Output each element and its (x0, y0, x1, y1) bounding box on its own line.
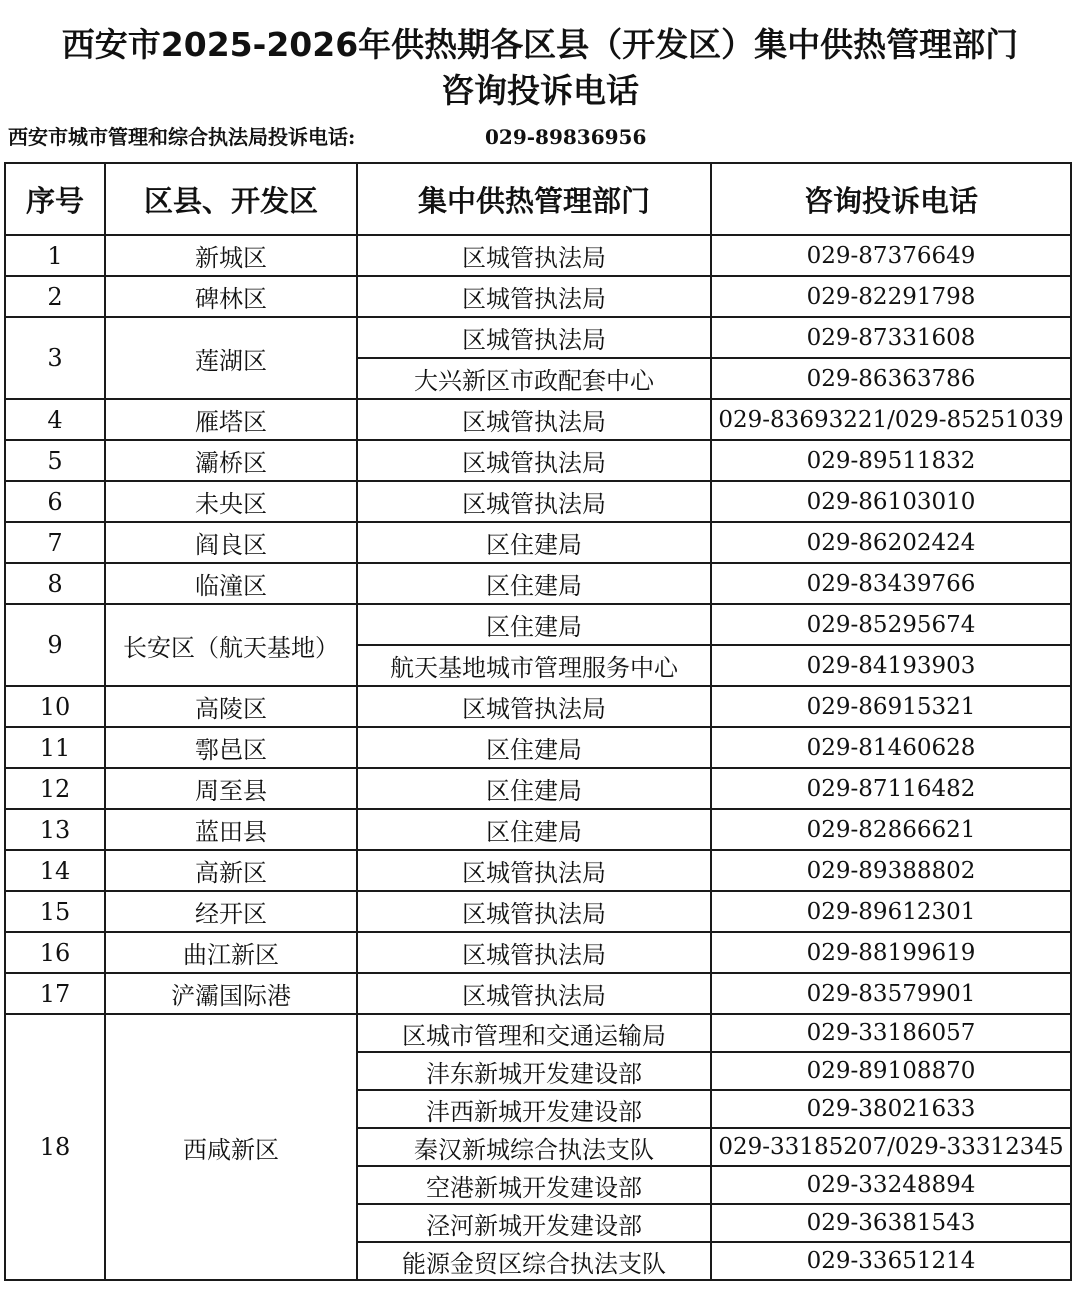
phone-cell: 029-33248894 (711, 1166, 1071, 1204)
phone-cell: 029-88199619 (711, 932, 1071, 973)
table-row (5, 563, 1071, 604)
city-complaint-label: 西安市城市管理和综合执法局投诉电话: (8, 125, 356, 149)
department-cell: 区城管执法局 (357, 932, 711, 973)
table-row (5, 973, 1071, 1014)
table-row (5, 809, 1071, 850)
district-cell: 经开区 (105, 891, 357, 932)
phone-cell: 029-87116482 (711, 768, 1071, 809)
phone-cell: 029-82291798 (711, 276, 1071, 317)
row-number: 5 (5, 440, 105, 481)
table-row (5, 604, 1071, 645)
district-cell: 阎良区 (105, 522, 357, 563)
district-cell: 高陵区 (105, 686, 357, 727)
table-row (5, 440, 1071, 481)
table-row (5, 276, 1071, 317)
table-row (5, 317, 1071, 358)
department-cell: 沣东新城开发建设部 (357, 1052, 711, 1090)
phone-cell: 029-38021633 (711, 1090, 1071, 1128)
row-number: 7 (5, 522, 105, 563)
district-cell: 周至县 (105, 768, 357, 809)
phone-cell: 029-89511832 (711, 440, 1071, 481)
phone-cell: 029-83439766 (711, 563, 1071, 604)
city-complaint-line (8, 123, 647, 151)
department-cell: 大兴新区市政配套中心 (357, 358, 711, 399)
phone-cell: 029-87331608 (711, 317, 1071, 358)
district-cell: 蓝田县 (105, 809, 357, 850)
phone-cell: 029-84193903 (711, 645, 1071, 686)
row-number: 15 (5, 891, 105, 932)
department-cell: 沣西新城开发建设部 (357, 1090, 711, 1128)
phone-cell: 029-89108870 (711, 1052, 1071, 1090)
phone-cell: 029-86363786 (711, 358, 1071, 399)
phone-cell: 029-89388802 (711, 850, 1071, 891)
phone-cell: 029-33185207/029-33312345 (711, 1128, 1071, 1166)
department-cell: 区住建局 (357, 809, 711, 850)
department-cell: 区住建局 (357, 727, 711, 768)
row-number: 10 (5, 686, 105, 727)
table-header-row (5, 163, 1071, 235)
department-cell: 区城管执法局 (357, 973, 711, 1014)
table-row (5, 235, 1071, 276)
table-row (5, 891, 1071, 932)
district-cell: 高新区 (105, 850, 357, 891)
table-body (5, 235, 1071, 1280)
row-number: 4 (5, 399, 105, 440)
row-number: 9 (5, 604, 105, 686)
district-cell: 西咸新区 (105, 1014, 357, 1280)
header-no: 序号 (5, 163, 105, 235)
department-cell: 区城管执法局 (357, 686, 711, 727)
district-cell: 长安区（航天基地） (105, 604, 357, 686)
table-row (5, 1014, 1071, 1052)
district-cell: 雁塔区 (105, 399, 357, 440)
phone-cell: 029-36381543 (711, 1204, 1071, 1242)
department-cell: 区城管执法局 (357, 317, 711, 358)
department-cell: 区住建局 (357, 522, 711, 563)
header-department: 集中供热管理部门 (357, 163, 711, 235)
district-cell: 莲湖区 (105, 317, 357, 399)
district-cell: 碑林区 (105, 276, 357, 317)
table-row (5, 481, 1071, 522)
phone-cell: 029-83693221/029-85251039 (711, 399, 1071, 440)
department-cell: 区城管执法局 (357, 850, 711, 891)
document-title-line-2: 咨询投诉电话 (441, 71, 639, 110)
row-number: 8 (5, 563, 105, 604)
department-cell: 区城管执法局 (357, 891, 711, 932)
row-number: 18 (5, 1014, 105, 1280)
phone-cell: 029-83579901 (711, 973, 1071, 1014)
district-cell: 未央区 (105, 481, 357, 522)
row-number: 1 (5, 235, 105, 276)
phone-cell: 029-89612301 (711, 891, 1071, 932)
department-cell: 空港新城开发建设部 (357, 1166, 711, 1204)
district-cell: 新城区 (105, 235, 357, 276)
row-number: 17 (5, 973, 105, 1014)
department-cell: 区城管执法局 (357, 235, 711, 276)
district-cell: 临潼区 (105, 563, 357, 604)
department-cell: 区城管执法局 (357, 276, 711, 317)
department-cell: 区城管执法局 (357, 399, 711, 440)
phone-cell: 029-81460628 (711, 727, 1071, 768)
header-district: 区县、开发区 (105, 163, 357, 235)
department-cell: 区城市管理和交通运输局 (357, 1014, 711, 1052)
phone-cell: 029-33186057 (711, 1014, 1071, 1052)
phone-cell: 029-87376649 (711, 235, 1071, 276)
phone-cell: 029-86202424 (711, 522, 1071, 563)
department-cell: 泾河新城开发建设部 (357, 1204, 711, 1242)
table-row (5, 727, 1071, 768)
department-cell: 区城管执法局 (357, 481, 711, 522)
department-cell: 秦汉新城综合执法支队 (357, 1128, 711, 1166)
table-row (5, 686, 1071, 727)
phone-cell: 029-86915321 (711, 686, 1071, 727)
document-title-line-1: 西安市2025-2026年供热期各区县（开发区）集中供热管理部门 (61, 25, 1019, 64)
row-number: 13 (5, 809, 105, 850)
row-number: 16 (5, 932, 105, 973)
table-row (5, 850, 1071, 891)
district-cell: 灞桥区 (105, 440, 357, 481)
district-cell: 曲江新区 (105, 932, 357, 973)
phone-cell: 029-33651214 (711, 1242, 1071, 1280)
row-number: 3 (5, 317, 105, 399)
department-cell: 能源金贸区综合执法支队 (357, 1242, 711, 1280)
heating-contacts-table (4, 162, 1072, 1281)
department-cell: 区住建局 (357, 768, 711, 809)
table-row (5, 399, 1071, 440)
table-row (5, 932, 1071, 973)
header-phone: 咨询投诉电话 (711, 163, 1071, 235)
phone-cell: 029-82866621 (711, 809, 1071, 850)
department-cell: 区住建局 (357, 604, 711, 645)
department-cell: 区住建局 (357, 563, 711, 604)
row-number: 6 (5, 481, 105, 522)
city-complaint-phone: 029-89836956 (485, 125, 647, 149)
district-cell: 浐灞国际港 (105, 973, 357, 1014)
row-number: 11 (5, 727, 105, 768)
row-number: 2 (5, 276, 105, 317)
department-cell: 区城管执法局 (357, 440, 711, 481)
table-row (5, 522, 1071, 563)
row-number: 12 (5, 768, 105, 809)
row-number: 14 (5, 850, 105, 891)
department-cell: 航天基地城市管理服务中心 (357, 645, 711, 686)
phone-cell: 029-86103010 (711, 481, 1071, 522)
table-row (5, 768, 1071, 809)
district-cell: 鄠邑区 (105, 727, 357, 768)
phone-cell: 029-85295674 (711, 604, 1071, 645)
